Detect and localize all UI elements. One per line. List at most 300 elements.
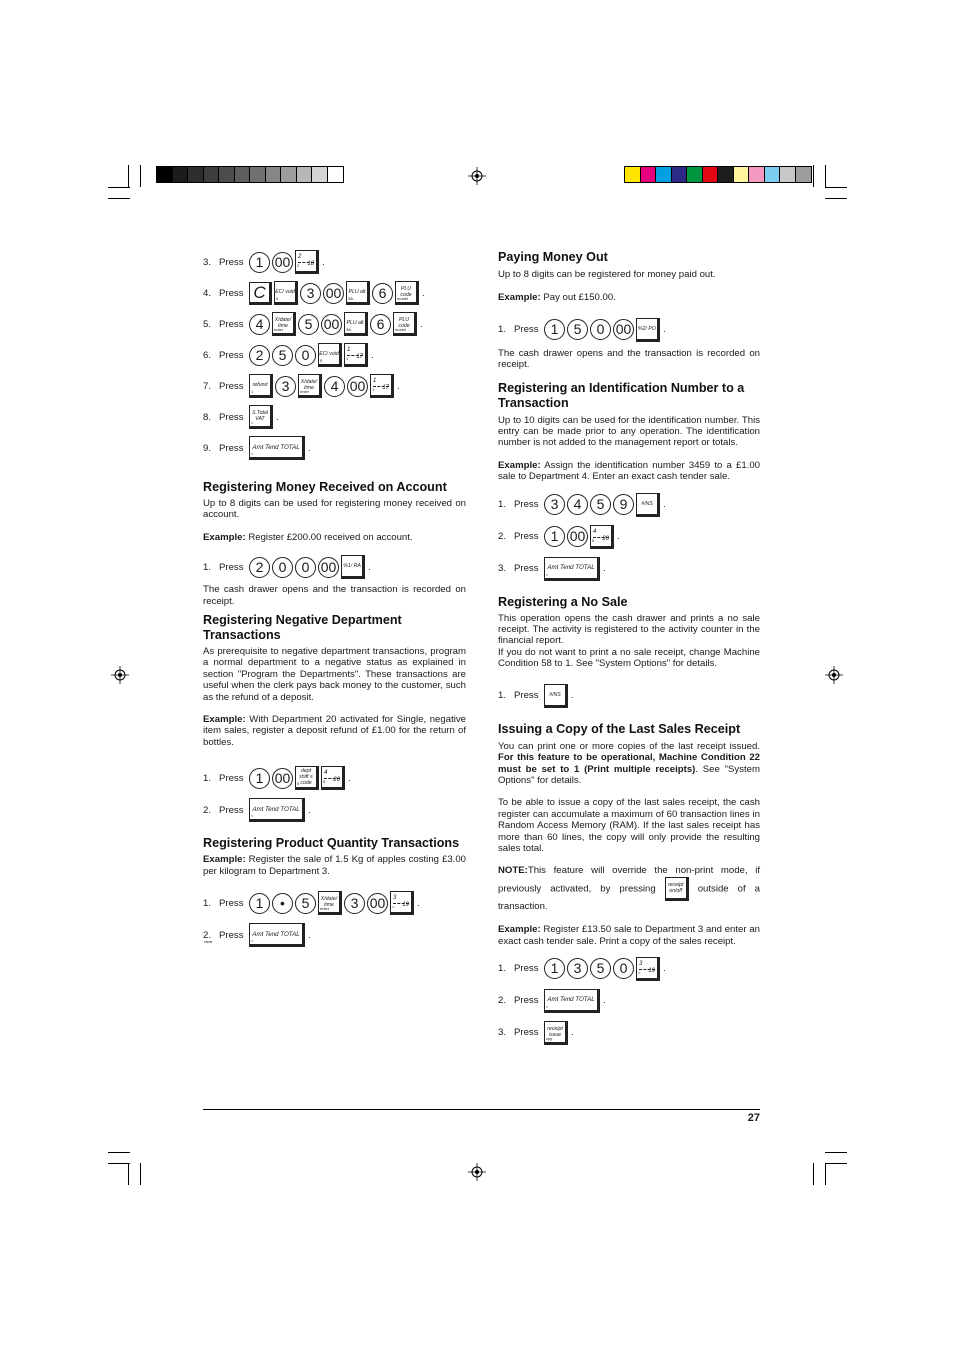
key-sequence [249, 923, 311, 947]
key-sequence [544, 318, 666, 342]
paragraph: The cash drawer opens and the transaction is recorded on receipt. [498, 347, 760, 371]
numeric-key[interactable]: 00 [613, 319, 634, 340]
color-swatch [796, 167, 812, 182]
numeric-key[interactable]: 0 [295, 557, 316, 578]
department-key[interactable] [636, 957, 660, 981]
paragraph: Up to 10 digits can be used for the identification number. This entry can be made prior to any operation. The identification number is not added to the management report or totals. [498, 414, 760, 449]
key-sublabel: 5 [297, 781, 300, 787]
key-sublabel: 3/k [348, 296, 354, 301]
color-swatch [219, 167, 235, 182]
registration-mark-icon [111, 666, 129, 684]
step-label: Press [219, 411, 244, 423]
section-title-no-sale: Registering a No Sale [498, 594, 628, 609]
key-sublabel: = [251, 813, 254, 819]
step-row [203, 923, 466, 947]
numeric-key[interactable]: 4 [249, 314, 270, 335]
key-label: %1/ RA [343, 563, 361, 570]
example-paragraph [203, 714, 466, 748]
numeric-key[interactable]: 0 [590, 319, 611, 340]
key-label: X/date/ time [274, 317, 292, 329]
key-sequence [249, 555, 371, 579]
step-list [203, 766, 466, 822]
step-row [203, 250, 466, 274]
step-number: 5. [203, 318, 212, 330]
step-period: . [603, 563, 606, 575]
color-swatch [656, 167, 672, 182]
step-label: Press [514, 1027, 539, 1039]
example-paragraph [203, 854, 466, 877]
section-title-product-quantity: Registering Product Quantity Transactions [203, 836, 460, 851]
step-label: Press [219, 442, 244, 454]
key-sublabel: 3/k [346, 327, 352, 332]
numeric-key[interactable]: 00 [367, 893, 388, 914]
numeric-key[interactable]: 6 [372, 283, 393, 304]
step-row [203, 312, 466, 336]
key-label: refund [252, 382, 268, 388]
grey-calibration-bar [156, 166, 344, 183]
numeric-key[interactable]: 00 [321, 314, 342, 335]
numeric-key[interactable]: 9 [613, 494, 634, 515]
step-list [498, 318, 760, 342]
key-sequence [249, 250, 325, 274]
numeric-key[interactable]: 2 [249, 345, 270, 366]
step-row [498, 525, 760, 549]
step-period: . [322, 256, 325, 268]
key-sublabel: = [251, 938, 254, 944]
example-text: Register £200.00 received on account. [245, 531, 413, 543]
example-paragraph [498, 460, 760, 483]
crop-mark [813, 165, 814, 187]
step-label: Press [514, 499, 539, 511]
key-sequence [544, 989, 606, 1013]
key-sequence [544, 525, 620, 549]
example-label: Example: [203, 714, 246, 726]
right-column [498, 250, 760, 1045]
numeric-key[interactable]: 0 [295, 345, 316, 366]
numeric-key[interactable]: 00 [347, 376, 368, 397]
step-number: 8. [203, 411, 212, 423]
example-text: Assign the identification number 3459 to a £1.00 sale to Department 4. Enter an exact cash tender sale. [498, 459, 760, 483]
paragraph: To be able to issue a copy of the last sales receipt, the cash register can accumulate a maximum of 60 transaction lines in Random Access Memory (RAM). If the last sales receipt has more than 60 lines, the copy will only provide the resulting sales total. [498, 797, 760, 854]
section-title-identification-number: Registering an Identification Number to a Transaction [498, 380, 745, 410]
step-number: 2. [498, 531, 507, 543]
step-period: . [308, 929, 311, 941]
note-label: NOTE: [498, 865, 528, 877]
step-label: Press [514, 963, 539, 975]
total-key[interactable] [249, 436, 305, 460]
key-sublabel: enter [300, 389, 310, 394]
key-label: Amt Tend TOTAL [252, 443, 300, 451]
step-row [203, 374, 466, 398]
step-number: 1. [203, 897, 212, 909]
function-key[interactable] [544, 1021, 568, 1045]
crop-mark [825, 198, 847, 199]
department-shifted-number: 17 [382, 385, 389, 391]
step-label: Press [514, 324, 539, 336]
department-key[interactable] [344, 343, 368, 367]
step-row [203, 766, 466, 790]
step-label: Press [219, 561, 244, 573]
color-swatch [312, 167, 328, 182]
department-number: 3 [639, 960, 643, 967]
total-key[interactable] [544, 557, 600, 581]
numeric-key[interactable]: 1 [544, 526, 565, 547]
key-sublabel: = [392, 904, 395, 910]
key-sublabel: = [638, 969, 641, 975]
department-number: 1 [373, 378, 377, 384]
step-row [203, 555, 466, 579]
key-sublabel: enter [274, 327, 284, 332]
department-key[interactable] [590, 525, 614, 549]
key-sublabel: clear [204, 939, 213, 945]
step-label: Press [219, 380, 244, 392]
example-text: Pay out £150.00. [540, 292, 616, 304]
crop-mark [108, 187, 130, 188]
function-key[interactable] [344, 312, 368, 336]
key-sublabel: 5 [320, 358, 323, 363]
crop-mark [825, 165, 826, 187]
paragraph-bold-text: For this feature to be operational, Machine Condition 22 must be set to 1 (Print multiple receipts) [498, 752, 760, 775]
step-row [203, 436, 466, 460]
key-sequence [544, 557, 606, 581]
numeric-key[interactable]: 00 [272, 252, 293, 273]
paragraph: Up to 8 digits can be registered for money paid out. [498, 269, 716, 280]
department-shifted-number: 20 [602, 535, 609, 542]
numeric-key[interactable]: 5 [567, 319, 588, 340]
key-sublabel: 5 [276, 296, 279, 301]
paragraph: If you do not want to print a no sale receipt, change Machine Condition 58 to 1. See "System Options" for details. [498, 646, 760, 670]
step-number: 2. [203, 804, 212, 816]
key-label: S.Total VAT [252, 410, 268, 422]
department-shifted-number: 19 [648, 967, 655, 974]
key-sublabel: 5 [592, 537, 595, 543]
key-label: EC/ void [319, 351, 339, 357]
color-swatch [749, 167, 765, 182]
step-row [498, 989, 760, 1013]
registration-mark-icon [468, 1163, 486, 1181]
key-label: receipt on/off [667, 881, 684, 894]
step-period: . [603, 995, 606, 1007]
key-sublabel: model [395, 327, 406, 332]
color-calibration-bar [624, 166, 812, 183]
example-paragraph [498, 924, 760, 947]
crop-mark [825, 1163, 847, 1164]
step-number: 1. [203, 561, 212, 573]
function-key[interactable] [341, 555, 365, 579]
department-shifted-number: 18 [307, 261, 314, 267]
step-period: . [663, 324, 666, 336]
department-shifted-number: 17 [356, 354, 363, 360]
step-list [203, 555, 466, 579]
crop-mark [825, 1152, 847, 1153]
step-number: 7. [203, 380, 212, 392]
numeric-key[interactable]: 0 [272, 557, 293, 578]
crop-mark [108, 1152, 130, 1153]
step-row [498, 318, 760, 342]
step-number: 2. [203, 929, 212, 941]
step-period: . [308, 442, 311, 454]
receipt-on-off-key[interactable] [665, 877, 689, 901]
key-sequence [249, 891, 420, 915]
function-key[interactable] [249, 374, 273, 398]
key-sequence [249, 343, 374, 367]
example-paragraph [203, 532, 466, 543]
numeric-key[interactable]: 3 [300, 283, 321, 304]
numeric-key[interactable]: 5 [298, 314, 319, 335]
color-swatch [204, 167, 220, 182]
example-text: Register the sale of 1.5 Kg of apples costing £3.00 per kilogram to Department 3. [203, 854, 466, 877]
numeric-key[interactable]: 4 [324, 376, 345, 397]
department-number: 4 [324, 770, 328, 777]
numeric-key[interactable]: 1 [544, 319, 565, 340]
step-number: 1. [203, 772, 212, 784]
numeric-key[interactable]: 1 [249, 252, 270, 273]
step-row [498, 957, 760, 981]
key-label: receipt issue [547, 1025, 563, 1038]
step-row [203, 798, 466, 822]
function-key[interactable] [636, 493, 660, 517]
color-swatch [625, 167, 641, 182]
color-swatch [297, 167, 313, 182]
step-period: . [571, 1027, 574, 1039]
step-number: 6. [203, 349, 212, 361]
key-label: Amt Tend TOTAL [252, 930, 300, 938]
key-label: PLU code [400, 286, 412, 298]
department-key[interactable] [321, 766, 345, 790]
section-title-copy-receipt: Issuing a Copy of the Last Sales Receipt [498, 721, 741, 736]
section-title-paying-out: Paying Money Out [498, 250, 608, 264]
step-row [203, 405, 466, 429]
color-swatch [734, 167, 750, 182]
color-swatch [281, 167, 297, 182]
total-key[interactable] [249, 798, 305, 822]
color-swatch [157, 167, 173, 182]
crop-mark [825, 187, 847, 188]
key-label: Amt Tend TOTAL [547, 564, 595, 572]
function-key[interactable] [346, 281, 370, 305]
section-title-money-received: Registering Money Received on Account [203, 480, 447, 494]
numeric-key[interactable]: 1 [249, 893, 270, 914]
crop-mark [813, 1163, 814, 1185]
step-label: Press [219, 256, 244, 268]
department-key[interactable] [370, 374, 394, 398]
key-label: PLU alt [346, 320, 364, 326]
color-swatch [235, 167, 251, 182]
total-key[interactable] [544, 989, 600, 1013]
numeric-key[interactable]: 5 [590, 958, 611, 979]
numeric-key[interactable]: 5 [590, 494, 611, 515]
numeric-key[interactable]: • [272, 893, 293, 914]
key-sequence [544, 957, 666, 981]
key-sublabel: 5 [323, 779, 326, 785]
numeric-key[interactable]: 3 [275, 376, 296, 397]
key-sublabel: enter [320, 906, 330, 912]
numeric-key[interactable]: 00 [567, 526, 588, 547]
crop-mark [140, 165, 141, 187]
key-sequence [544, 684, 574, 708]
numeric-key[interactable]: 6 [370, 314, 391, 335]
key-sublabel: 1 [372, 387, 375, 392]
example-label: Example: [203, 854, 246, 866]
step-period: . [371, 349, 374, 361]
key-sublabel: 1 [346, 356, 349, 361]
step-number: 3. [498, 563, 507, 575]
step-row [203, 343, 466, 367]
step-row [498, 684, 760, 708]
key-label: EC/ void [275, 289, 295, 295]
step-number: 4. [203, 287, 212, 299]
step-label: Press [219, 772, 244, 784]
paragraph: The cash drawer opens and the transaction is recorded on receipt. [203, 584, 466, 607]
key-label: Amt Tend TOTAL [547, 996, 595, 1004]
key-sublabel: = [251, 451, 254, 456]
crop-mark [825, 1163, 826, 1185]
total-key[interactable] [249, 923, 305, 947]
step-period: . [417, 897, 420, 909]
department-key[interactable] [390, 891, 414, 915]
department-key[interactable] [295, 250, 319, 274]
footer-rule [203, 1109, 760, 1110]
numeric-key[interactable]: 5 [272, 345, 293, 366]
key-label: dept shift ≤ code [299, 768, 313, 787]
registration-mark-icon [825, 666, 843, 684]
color-swatch [780, 167, 796, 182]
step-label: Press [514, 995, 539, 1007]
paragraph-text: . See "System Options" for details. [498, 763, 760, 786]
step-number: 3. [203, 256, 212, 268]
step-period: . [571, 690, 574, 702]
function-key[interactable] [395, 281, 419, 305]
numeric-key[interactable]: 4 [567, 494, 588, 515]
color-swatch [188, 167, 204, 182]
function-key[interactable] [298, 374, 322, 398]
key-sublabel: = [546, 571, 549, 577]
function-key[interactable] [318, 891, 342, 915]
numeric-key[interactable]: 1 [249, 768, 270, 789]
paragraph: Up to 8 digits can be used for registering money received on account. [203, 498, 466, 521]
crop-mark [140, 1163, 141, 1185]
department-number: 4 [593, 528, 597, 535]
numeric-key[interactable]: 5 [295, 893, 316, 914]
step-label: Press [219, 804, 244, 816]
function-key[interactable] [272, 312, 296, 336]
color-swatch [328, 167, 344, 182]
key-label: PLU code [398, 317, 410, 329]
step-period: . [368, 561, 371, 573]
function-key[interactable] [249, 405, 273, 429]
step-label: Press [514, 531, 539, 543]
function-key[interactable] [636, 318, 660, 342]
department-shifted-number: 19 [402, 902, 409, 909]
key-sequence [249, 312, 423, 336]
step-list [498, 493, 760, 581]
color-swatch [173, 167, 189, 182]
key-sublabel: model [397, 296, 408, 301]
key-label: #/NS [549, 691, 561, 698]
key-label: X/date/ time [320, 896, 338, 909]
registration-mark-icon [468, 167, 486, 185]
function-key[interactable] [274, 281, 298, 305]
department-number: 1 [347, 347, 351, 353]
function-key[interactable] [318, 343, 342, 367]
numeric-key[interactable]: 3 [544, 494, 565, 515]
numeric-key[interactable]: 3 [344, 893, 365, 914]
key-sequence [249, 436, 311, 460]
department-number: 3 [393, 895, 397, 902]
step-period: . [276, 411, 279, 423]
clear-key[interactable]: C clear [249, 282, 272, 305]
color-swatch [718, 167, 734, 182]
step-period: . [663, 499, 666, 511]
department-number: 2 [298, 254, 302, 260]
key-label: #/NS [641, 500, 653, 507]
numeric-key[interactable]: 1 [544, 958, 565, 979]
key-sublabel: 1 [251, 389, 254, 394]
key-sublabel: cpy [546, 1035, 553, 1041]
key-sublabel: = [251, 420, 254, 425]
color-swatch [687, 167, 703, 182]
step-label: Press [514, 563, 539, 575]
paragraph-text: You can print one or more copies of the last receipt issued. [498, 740, 760, 752]
function-key[interactable] [393, 312, 417, 336]
step-row [498, 557, 760, 581]
key-sublabel: = [546, 1003, 549, 1009]
crop-mark [128, 1163, 129, 1185]
numeric-key[interactable]: 3 [567, 958, 588, 979]
key-sublabel: 2 [297, 263, 300, 268]
key-sequence [544, 1021, 574, 1045]
step-number: 1. [498, 963, 507, 975]
note-paragraph [498, 865, 760, 912]
color-swatch [703, 167, 719, 182]
crop-mark [108, 1163, 130, 1164]
example-text: With Department 20 activated for Single, negative item sales, register a deposit refund of £1.00 for the return of bottles. [203, 714, 466, 748]
page-number: 27 [747, 1112, 760, 1124]
paragraph: This operation opens the cash drawer and prints a no sale receipt. The activity is registered to the activity counter in the financial report. [498, 612, 760, 647]
step-label: Press [219, 287, 244, 299]
numeric-key[interactable]: 00 [272, 768, 293, 789]
step-label: Press [514, 690, 539, 702]
example-label: Example: [498, 459, 541, 471]
example-text: Register £13.50 sale to Department 3 and enter an exact cash tender sale. Print a copy of the sales receipt. [498, 924, 760, 947]
step-list [498, 684, 760, 708]
example-label: Example: [203, 531, 246, 543]
function-key[interactable] [295, 766, 319, 790]
numeric-key[interactable]: 00 [318, 557, 339, 578]
function-key[interactable] [544, 684, 568, 708]
key-label: %2/ PO [638, 325, 656, 332]
step-period: . [348, 772, 351, 784]
key-sequence [249, 405, 279, 429]
step-label: Press [219, 929, 244, 941]
step-number: 1. [498, 690, 507, 702]
step-number: 3. [498, 1027, 507, 1039]
crop-mark [108, 198, 130, 199]
department-shifted-number: 20 [333, 777, 340, 784]
numeric-key[interactable]: 0 [613, 958, 634, 979]
key-sequence [249, 766, 351, 790]
step-row [498, 1021, 760, 1045]
numeric-key[interactable]: 2 [249, 557, 270, 578]
color-swatch [765, 167, 781, 182]
step-label: Press [219, 318, 244, 330]
color-swatch [672, 167, 688, 182]
section-title-negative-department: Registering Negative Department Transactions [203, 613, 402, 643]
step-list [203, 891, 466, 947]
step-period: . [422, 287, 425, 299]
color-swatch [250, 167, 266, 182]
numeric-key[interactable]: 00 [323, 283, 344, 304]
